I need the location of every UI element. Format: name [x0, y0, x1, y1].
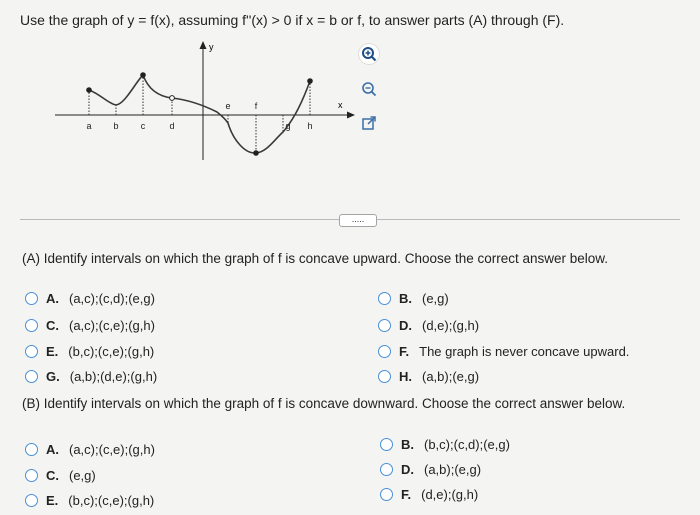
option-text: (e,g) — [69, 468, 96, 483]
part-a-option-e[interactable] — [25, 344, 154, 359]
part-b-question: (B) Identify intervals on which the graph of f is concave downward. Choose the correct answer below. — [22, 396, 626, 411]
tick-label-a: a — [86, 121, 92, 131]
option-letter: C. — [46, 318, 59, 333]
radio-button[interactable] — [380, 438, 393, 451]
part-a-option-a[interactable] — [25, 291, 155, 306]
option-text: (d,e);(g,h) — [421, 487, 479, 502]
option-text: (a,c);(c,e);(g,h) — [69, 442, 155, 457]
option-text: (b,c);(c,e);(g,h) — [68, 344, 155, 359]
x-axis-label: x — [338, 100, 343, 110]
radio-button[interactable] — [25, 443, 38, 456]
tick-label-d: d — [169, 121, 175, 131]
tick-label-f: f — [254, 101, 258, 111]
radio-button[interactable] — [25, 469, 38, 482]
function-graph — [55, 38, 365, 163]
point-a — [86, 87, 92, 93]
radio-button[interactable] — [378, 292, 391, 305]
option-text: (a,b);(e,g) — [422, 369, 480, 384]
option-text: (b,c);(c,e);(g,h) — [68, 493, 155, 508]
external-link-icon — [361, 115, 377, 131]
part-a-option-d[interactable] — [378, 318, 479, 333]
tick-label-g: g — [285, 121, 291, 131]
radio-button[interactable] — [25, 370, 38, 383]
problem-prompt: Use the graph of y = f(x), assuming f''(x) > 0 if x = b or f, to answer parts (A) through (F). — [20, 12, 565, 28]
radio-button[interactable] — [25, 319, 38, 332]
y-axis-arrow — [200, 41, 207, 49]
popout-button[interactable] — [359, 113, 379, 133]
option-letter: D. — [399, 318, 412, 333]
part-b-option-a[interactable] — [25, 442, 155, 457]
y-axis-label: y — [209, 42, 214, 52]
part-b-option-e[interactable] — [25, 493, 154, 508]
option-text: (a,c);(c,d);(e,g) — [69, 291, 155, 306]
option-letter: E. — [46, 493, 59, 508]
tick-label-c: c — [140, 121, 146, 131]
option-text: (d,e);(g,h) — [422, 318, 480, 333]
part-a-option-g[interactable] — [25, 369, 157, 384]
option-text: (a,c);(c,e);(g,h) — [69, 318, 155, 333]
zoom-out-icon — [361, 81, 377, 97]
option-letter: D. — [401, 462, 414, 477]
part-a-option-f[interactable] — [378, 344, 629, 359]
option-text: (a,b);(e,g) — [424, 462, 482, 477]
option-text: (e,g) — [422, 291, 449, 306]
option-letter: H. — [399, 369, 412, 384]
part-b-option-f[interactable] — [380, 487, 478, 502]
radio-button[interactable] — [378, 319, 391, 332]
part-a-question: (A) Identify intervals on which the graph of f is concave upward. Choose the correct answer below. — [22, 251, 609, 266]
part-a-option-b[interactable] — [378, 291, 449, 306]
option-letter: B. — [399, 291, 412, 306]
tick-label-h: h — [307, 121, 313, 131]
point-d — [170, 96, 175, 101]
option-letter: F. — [399, 344, 410, 359]
option-letter: A. — [46, 291, 59, 306]
option-letter: F. — [401, 487, 412, 502]
part-b-option-d[interactable] — [380, 462, 481, 477]
radio-button[interactable] — [380, 488, 393, 501]
option-text: (b,c);(c,d);(e,g) — [424, 437, 510, 452]
zoom-in-icon — [361, 46, 377, 62]
radio-button[interactable] — [378, 345, 391, 358]
point-f — [253, 150, 259, 156]
option-letter: A. — [46, 442, 59, 457]
radio-button[interactable] — [25, 494, 38, 507]
radio-button[interactable] — [378, 370, 391, 383]
option-letter: E. — [46, 344, 59, 359]
option-text: (a,b);(d,e);(g,h) — [69, 369, 158, 384]
option-letter: B. — [401, 437, 414, 452]
part-b-option-c[interactable] — [25, 468, 96, 483]
part-a-option-h[interactable] — [378, 369, 479, 384]
tick-label-e: e — [225, 101, 231, 111]
point-h — [307, 78, 313, 84]
option-letter: C. — [46, 468, 59, 483]
radio-button[interactable] — [25, 292, 38, 305]
point-c — [140, 72, 146, 78]
part-b-option-b[interactable] — [380, 437, 510, 452]
zoom-in-button[interactable] — [359, 44, 379, 64]
option-text: The graph is never concave upward. — [419, 344, 630, 359]
radio-button[interactable] — [25, 345, 38, 358]
expand-ellipsis-button[interactable]: ..... — [339, 214, 377, 227]
option-letter: G. — [46, 369, 60, 384]
x-axis-arrow — [347, 112, 355, 119]
function-curve — [89, 75, 313, 153]
zoom-out-button[interactable] — [359, 79, 379, 99]
tick-label-b: b — [113, 121, 119, 131]
radio-button[interactable] — [380, 463, 393, 476]
part-a-option-c[interactable] — [25, 318, 155, 333]
